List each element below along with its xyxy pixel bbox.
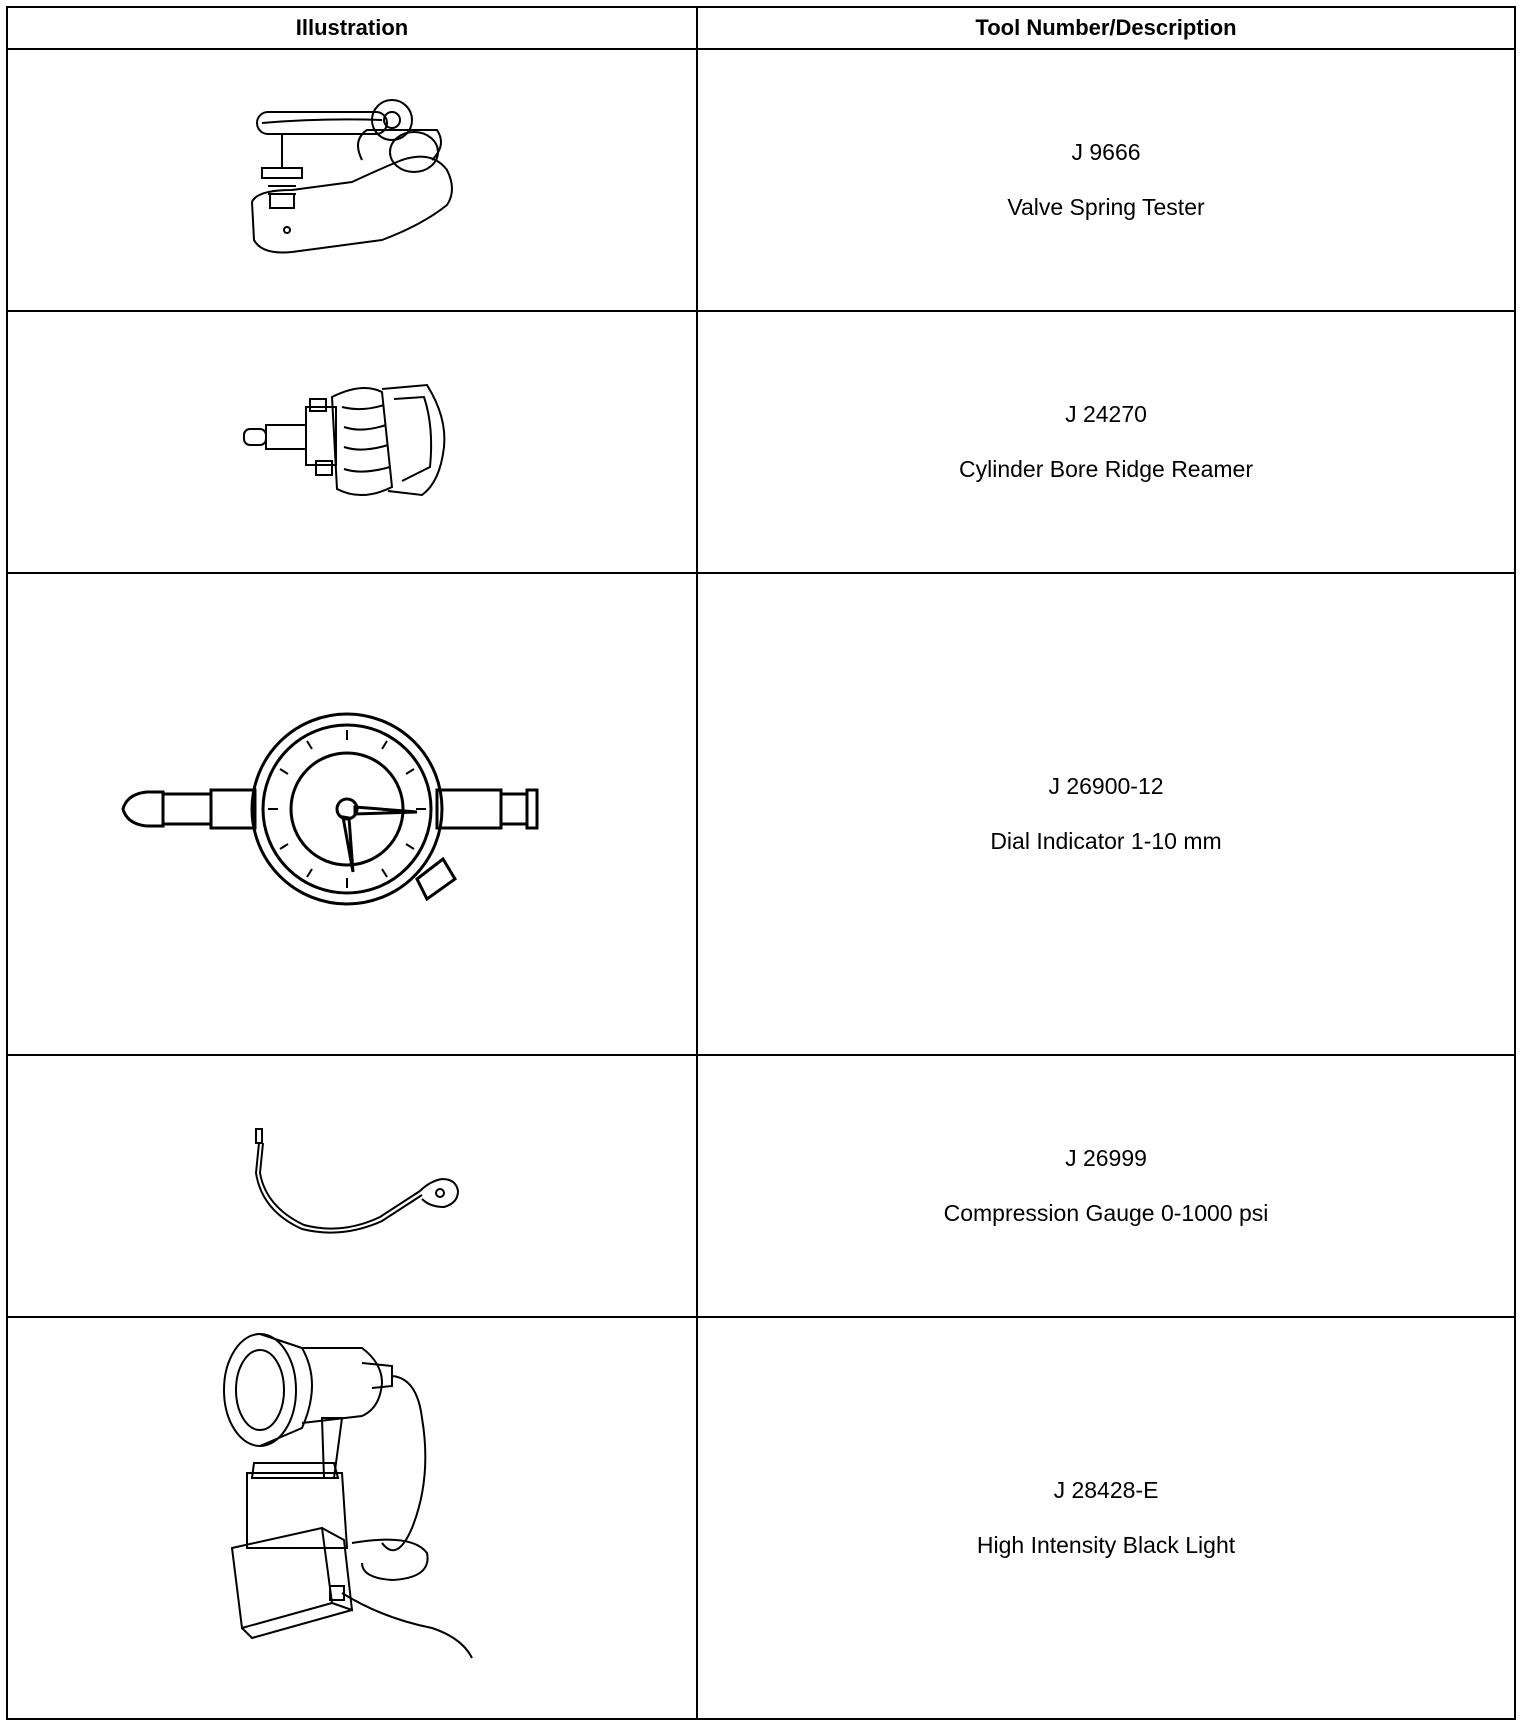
table-row <box>7 49 1515 311</box>
tool-number: J 26900-12 <box>1048 773 1164 799</box>
description-cell <box>697 1317 1515 1719</box>
illustration-cell <box>7 1055 697 1317</box>
illustration-cell <box>7 311 697 573</box>
valve-spring-tester-illustration <box>232 90 472 270</box>
tool-description: Valve Spring Tester <box>1007 194 1205 220</box>
table-row <box>7 311 1515 573</box>
tool-description: High Intensity Black Light <box>976 1532 1236 1558</box>
ridge-reamer-illustration <box>232 377 472 507</box>
tool-description: Compression Gauge 0-1000 psi <box>943 1200 1269 1226</box>
tool-number: J 26999 <box>1065 1145 1147 1171</box>
description-cell <box>697 49 1515 311</box>
header-illustration: Illustration <box>7 7 697 49</box>
compression-gauge-illustration <box>232 1121 472 1251</box>
tool-description: Cylinder Bore Ridge Reamer <box>958 456 1253 482</box>
description-cell <box>697 311 1515 573</box>
description-cell <box>697 1055 1515 1317</box>
tool-number: J 9666 <box>1071 139 1141 165</box>
table-row <box>7 1055 1515 1317</box>
tool-description: Dial Indicator 1-10 mm <box>990 828 1222 854</box>
description-cell <box>697 573 1515 1055</box>
special-tools-table <box>6 6 1516 1720</box>
illustration-cell <box>7 49 697 311</box>
illustration-cell <box>7 573 697 1055</box>
black-light-illustration <box>212 1328 492 1708</box>
tool-number: J 28428-E <box>1053 1477 1159 1503</box>
dial-indicator-illustration <box>117 694 587 934</box>
table-header-row <box>7 7 1515 49</box>
header-tool-number-description: Tool Number/Description <box>697 7 1515 49</box>
table-row <box>7 1317 1515 1719</box>
tool-number: J 24270 <box>1065 401 1147 427</box>
table-row <box>7 573 1515 1055</box>
illustration-cell <box>7 1317 697 1719</box>
